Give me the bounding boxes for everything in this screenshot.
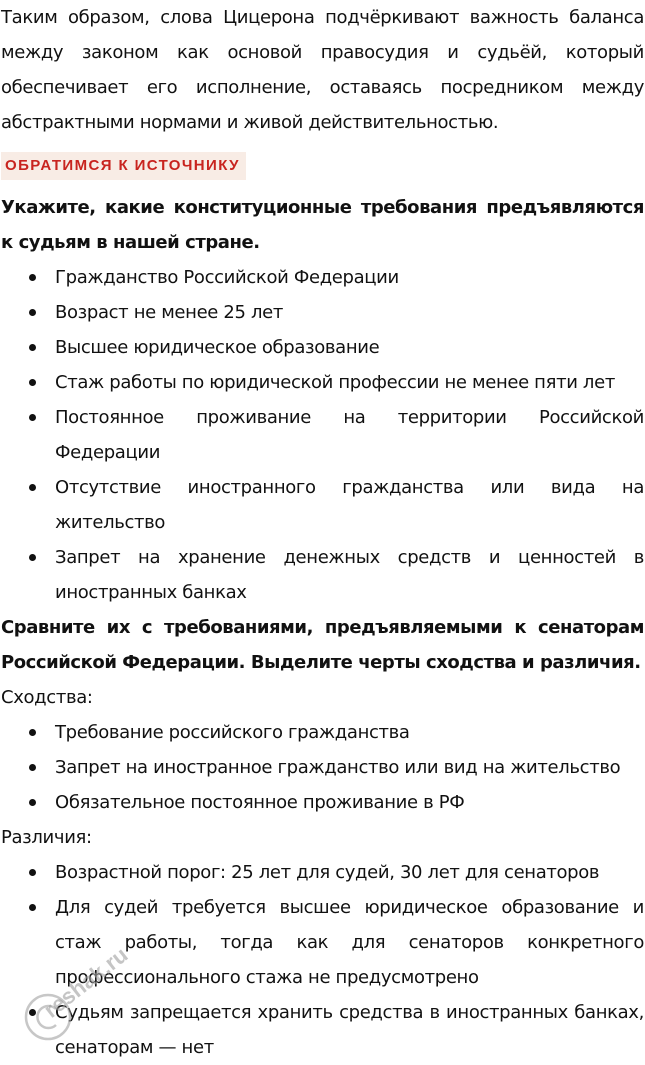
list-item: Стаж работы по юридической профессии не менее пяти лет	[1, 365, 644, 400]
intro-paragraph: Таким образом, слова Цицерона подчёркивают важность баланса между законом как основой правосудия и судьёй, который обеспечивает его исполнение, оставаясь посредником между абстрактными нормами и живой действительностью.	[1, 7, 644, 133]
differences-label: Различия:	[1, 827, 92, 848]
list-item: Судьям запрещается хранить средства в иностранных банках, сенаторам — нет	[1, 995, 644, 1065]
similarities-list	[1, 715, 644, 820]
list-item: Гражданство Российской Федерации	[1, 260, 644, 295]
list-item: Обязательное постоянное проживание в РФ	[1, 785, 644, 820]
list-item: Возрастной порог: 25 лет для судей, 30 лет для сенаторов	[1, 855, 644, 890]
question-compare-senators: Сравните их с требованиями, предъявляемыми к сенаторам Российской Федерации. Выделите черты сходства и различия.	[1, 617, 644, 673]
list-item: Постоянное проживание на территории Российской Федерации	[1, 400, 644, 470]
list-item: Запрет на иностранное гражданство или вид на жительство	[1, 750, 644, 785]
document	[1, 0, 644, 1065]
similarities-label: Сходства:	[1, 687, 93, 708]
differences-list	[1, 855, 644, 1065]
list-item: Возраст не менее 25 лет	[1, 295, 644, 330]
question-constitutional-requirements: Укажите, какие конституционные требования предъявляются к судьям в нашей стране.	[1, 197, 644, 253]
list-item: Отсутствие иностранного гражданства или вида на жительство	[1, 470, 644, 540]
list-item: Для судей требуется высшее юридическое образование и стаж работы, тогда как для сенаторов конкретного профессионального стажа не предусмотрено	[1, 890, 644, 995]
requirements-list	[1, 260, 644, 610]
list-item: Требование российского гражданства	[1, 715, 644, 750]
watermark-text: reshak.ru	[38, 941, 133, 1023]
list-item: Высшее юридическое образование	[1, 330, 644, 365]
source-section-label: ОБРАТИМСЯ К ИСТОЧНИКУ	[1, 152, 246, 180]
list-item: Запрет на хранение денежных средств и ценностей в иностранных банках	[1, 540, 644, 610]
